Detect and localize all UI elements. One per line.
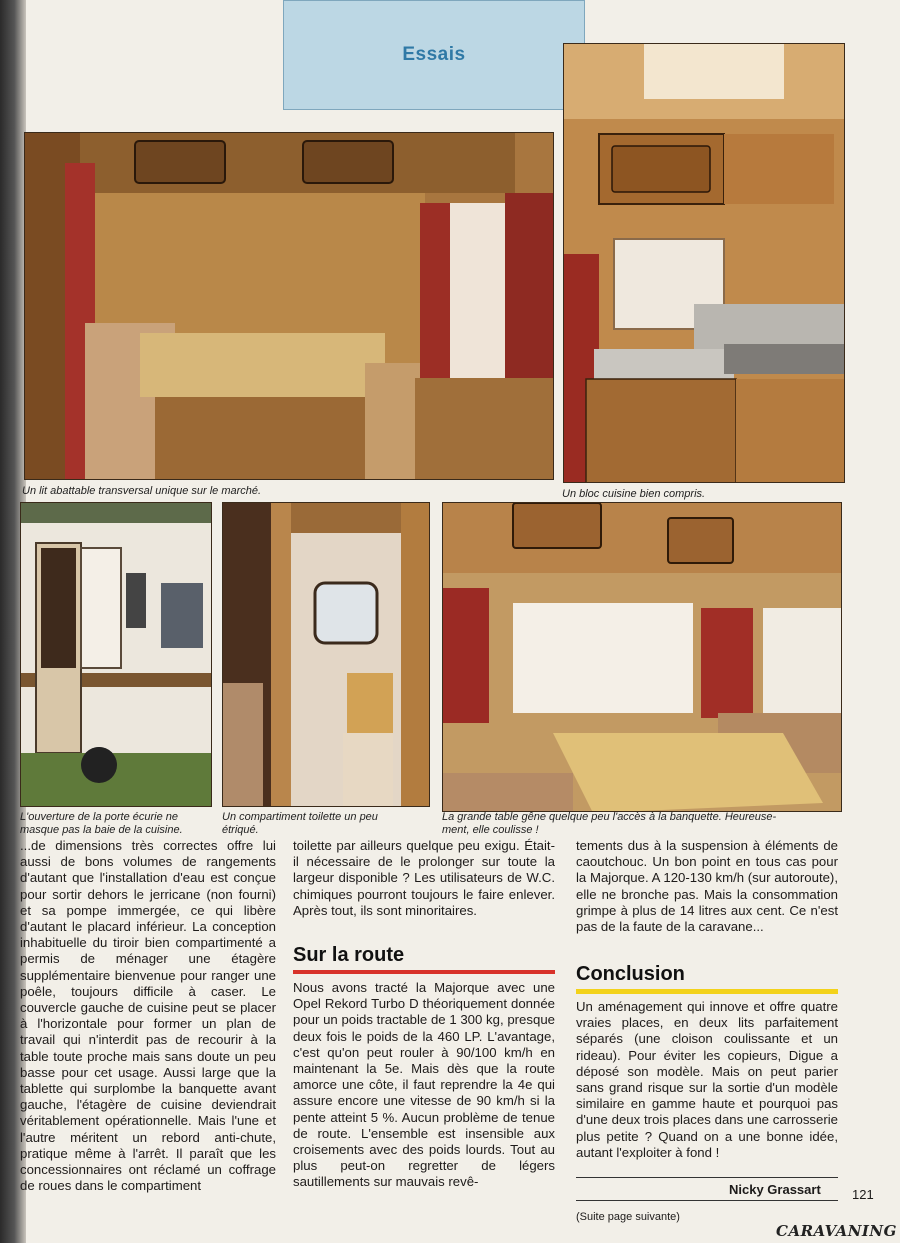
photo-cuisine <box>563 43 845 483</box>
column-3-intro <box>576 838 838 935</box>
column-2-body <box>293 980 555 1191</box>
conclusion-paragraph: Un aménagement qui innove et offre quatre vraies places, en deux lits parfaitement séparés (une cloison coulissante et un rideau). Pour éviter les copieurs, Digue a déposé son modèle. Mais on peut parier sans grand risque sur la sortie d'un modèle similaire en gamme haute et pourquoi pas d'une deux trois places dans une carrosserie plus petite ? Quand on a une bonne idée, autant l'exploiter à fond ! <box>576 999 838 1160</box>
caption-lit: Un lit abattable transversal unique sur le marché. <box>22 485 262 497</box>
photo-dinette <box>24 132 554 480</box>
section-banner <box>283 0 585 110</box>
continued-note: (Suite page suivante) <box>576 1211 680 1223</box>
author-rule-top <box>576 1177 838 1178</box>
column-2-paragraph: toilette par ailleurs quelque peu exigu. Était-il nécessaire de le prolonger sur toute la largeur disponible ? Les utilisateurs de W.C. chimiques pourront toujours le faire enlever. Après tout, ils sont minoritaires. <box>293 838 555 918</box>
section-label: Essais <box>402 44 466 65</box>
heading-underline-yellow <box>576 989 838 994</box>
heading-conclusion: Conclusion <box>576 963 685 985</box>
page-number: 121 <box>852 1187 874 1202</box>
caption-cuisine: Un bloc cuisine bien compris. <box>562 488 706 500</box>
caption-toilette-line1: Un compartiment toilette un peu <box>222 811 378 823</box>
heading-sur-la-route: Sur la route <box>293 944 405 966</box>
photo-toilette <box>222 502 430 807</box>
caption-table-line2: ment, elle coulisse ! <box>442 824 539 836</box>
caption-porte-line2: masque pas la baie de la cuisine. <box>20 824 183 836</box>
sur-la-route-paragraph: Nous avons tracté la Majorque avec une Opel Rekord Turbo D théoriquement donnée pour un poids tractable de 1 300 kg, presque deux fois le poids de la 460 LP. L'avantage, c'est qu'on peut rouler à 90/100 km/h en maintenant la 5e. Mais dès que la route amorce une côte, il faut reprendre la 4e qui assure encore une vitesse de 90 km/h si la pente atteint 5 %. Aucun problème de tenue de route. L'ensemble est insensible aux croisements avec des poids lourds. Tout au plus peut-on regretter de légers sautillements sur mauvais revê- <box>293 980 555 1190</box>
photo-exterieur <box>20 502 212 807</box>
photo-salon <box>442 502 842 812</box>
column-1-paragraph: ...de dimensions très correctes offre lui aussi de bons volumes de rangements d'autant que l'installation d'eau est conçue pour sortir dehors le jerricane (non fourni) et sa pompe immergée, ce qui libère d'autant le placard inférieur. La conception inhabituelle du tiroir bien compartimenté a permis de ménager une étagère supplémentaire bienvenue pour ranger une poêle, toujours difficile à caser. Le couvercle gauche de cuisine peut se placer à l'horizontale pour former un plan de travail qui n'interdit pas de recourir à la table toute proche mais sans doute un peu basse pour cet usage. Aussi large que la tablette qui surplombe la banquette avant gauche, l'étagère de cuisine deviendrait véritablement opérationnelle. Mais l'une et l'autre méritent un rebord anti-chute, pratique même à l'arrêt. Il paraît que les concessionnaires ont réclamé un coffrage de roues dans le compartiment <box>20 838 276 1194</box>
caption-toilette <box>222 811 378 837</box>
column-1-text <box>20 838 276 1194</box>
magazine-name: CARAVANING <box>776 1222 897 1240</box>
caption-toilette-line2: étriqué. <box>222 824 259 836</box>
caption-porte-line1: L'ouverture de la porte écurie ne <box>20 811 179 823</box>
caption-table-line1: La grande table gêne quelque peu l'accès à la banquette. Heureuse- <box>442 811 777 823</box>
caption-table <box>442 811 776 837</box>
column-3-body <box>576 999 838 1161</box>
caption-porte <box>20 811 183 837</box>
column-2-intro <box>293 838 555 919</box>
heading-underline-red <box>293 970 555 974</box>
column-3-paragraph: tements dus à la suspension à éléments de caoutchouc. Un bon point en tous cas pour la Majorque. A 120-130 km/h (sur autoroute), elle ne bronche pas. Mais la consommation grimpe à plus de 14 litres aux cent. Ce n'est pas de la faute de la caravane... <box>576 838 838 935</box>
author-name: Nicky Grassart <box>729 1182 821 1197</box>
author-rule-bottom <box>576 1200 838 1201</box>
